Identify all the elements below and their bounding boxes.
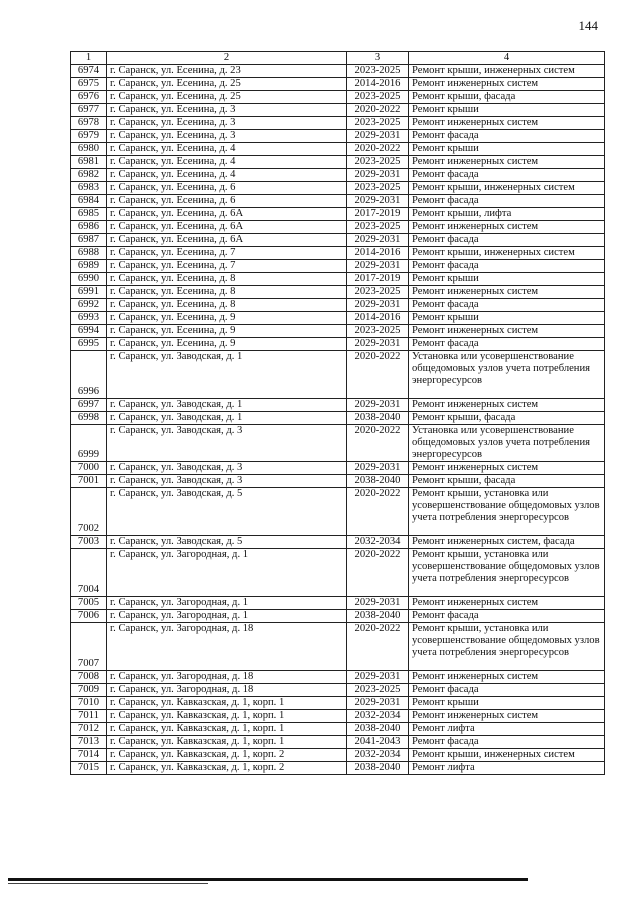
table-row: [71, 234, 605, 247]
row-number: 6991: [71, 286, 107, 299]
row-years: 2038-2040: [347, 412, 409, 425]
row-number: 7006: [71, 610, 107, 623]
row-number: 7009: [71, 684, 107, 697]
row-years: 2020-2022: [347, 425, 409, 462]
row-address: г. Саранск, ул. Заводская, д. 5: [107, 488, 347, 536]
row-years: 2038-2040: [347, 762, 409, 775]
row-number: 7013: [71, 736, 107, 749]
table-row: [71, 351, 605, 399]
row-address: г. Саранск, ул. Есенина, д. 4: [107, 143, 347, 156]
header-col-4: 4: [409, 52, 605, 65]
row-address: г. Саранск, ул. Есенина, д. 6А: [107, 208, 347, 221]
row-work: Ремонт фасада: [409, 299, 605, 312]
row-work: Ремонт крыши: [409, 273, 605, 286]
row-address: г. Саранск, ул. Есенина, д. 3: [107, 104, 347, 117]
row-address: г. Саранск, ул. Заводская, д. 3: [107, 462, 347, 475]
row-address: г. Саранск, ул. Загородная, д. 18: [107, 671, 347, 684]
page-number: 144: [578, 18, 598, 33]
row-years: 2014-2016: [347, 312, 409, 325]
table-row: [71, 762, 605, 775]
row-address: г. Саранск, ул. Есенина, д. 4: [107, 156, 347, 169]
row-years: 2029-2031: [347, 234, 409, 247]
table-row: [71, 623, 605, 671]
table-row: [71, 312, 605, 325]
table-row: [71, 488, 605, 536]
row-number: 6987: [71, 234, 107, 247]
row-work: Ремонт крыши, фасада: [409, 475, 605, 488]
row-number: 6993: [71, 312, 107, 325]
row-work: Ремонт инженерных систем: [409, 221, 605, 234]
row-years: 2020-2022: [347, 351, 409, 399]
row-number: 7005: [71, 597, 107, 610]
table-row: [71, 169, 605, 182]
row-number: 7004: [71, 549, 107, 597]
row-address: г. Саранск, ул. Есенина, д. 9: [107, 338, 347, 351]
table-row: [71, 412, 605, 425]
row-address: г. Саранск, ул. Есенина, д. 25: [107, 78, 347, 91]
row-address: г. Саранск, ул. Загородная, д. 1: [107, 610, 347, 623]
row-years: 2017-2019: [347, 273, 409, 286]
row-address: г. Саранск, ул. Заводская, д. 5: [107, 536, 347, 549]
row-years: 2023-2025: [347, 156, 409, 169]
row-years: 2023-2025: [347, 91, 409, 104]
row-years: 2023-2025: [347, 65, 409, 78]
row-number: 7003: [71, 536, 107, 549]
row-address: г. Саранск, ул. Заводская, д. 1: [107, 351, 347, 399]
row-work: Ремонт инженерных систем: [409, 117, 605, 130]
header-col-3: 3: [347, 52, 409, 65]
row-work: Ремонт крыши, инженерных систем: [409, 182, 605, 195]
row-work: Ремонт инженерных систем: [409, 399, 605, 412]
table-row: [71, 299, 605, 312]
row-address: г. Саранск, ул. Есенина, д. 7: [107, 260, 347, 273]
header-col-2: 2: [107, 52, 347, 65]
row-years: 2014-2016: [347, 247, 409, 260]
table-row: [71, 425, 605, 462]
row-number: 6977: [71, 104, 107, 117]
register-table-body: [71, 52, 605, 775]
header-col-1: 1: [71, 52, 107, 65]
row-address: г. Саранск, ул. Заводская, д. 1: [107, 399, 347, 412]
row-years: 2020-2022: [347, 623, 409, 671]
row-number: 6989: [71, 260, 107, 273]
row-number: 6983: [71, 182, 107, 195]
table-row: [71, 549, 605, 597]
row-years: 2032-2034: [347, 749, 409, 762]
row-years: 2038-2040: [347, 475, 409, 488]
row-address: г. Саранск, ул. Кавказская, д. 1, корп. 1: [107, 723, 347, 736]
row-number: 6974: [71, 65, 107, 78]
table-row: [71, 684, 605, 697]
row-years: 2020-2022: [347, 143, 409, 156]
row-years: 2032-2034: [347, 710, 409, 723]
row-years: 2029-2031: [347, 671, 409, 684]
table-row: [71, 610, 605, 623]
row-address: г. Саранск, ул. Есенина, д. 8: [107, 286, 347, 299]
row-number: 6981: [71, 156, 107, 169]
row-number: 7015: [71, 762, 107, 775]
row-number: 6975: [71, 78, 107, 91]
row-years: 2029-2031: [347, 399, 409, 412]
table-row: [71, 273, 605, 286]
row-number: 6997: [71, 399, 107, 412]
row-work: Ремонт крыши, инженерных систем: [409, 247, 605, 260]
row-address: г. Саранск, ул. Загородная, д. 1: [107, 597, 347, 610]
table-row: [71, 143, 605, 156]
row-address: г. Саранск, ул. Загородная, д. 18: [107, 623, 347, 671]
row-years: 2029-2031: [347, 597, 409, 610]
row-work: Ремонт инженерных систем, фасада: [409, 536, 605, 549]
row-years: 2017-2019: [347, 208, 409, 221]
row-work: Ремонт крыши: [409, 312, 605, 325]
row-years: 2029-2031: [347, 260, 409, 273]
row-work: Ремонт инженерных систем: [409, 462, 605, 475]
row-years: 2029-2031: [347, 195, 409, 208]
table-row: [71, 475, 605, 488]
row-work: Ремонт фасада: [409, 338, 605, 351]
row-years: 2029-2031: [347, 169, 409, 182]
row-address: г. Саранск, ул. Есенина, д. 6: [107, 195, 347, 208]
row-years: 2020-2022: [347, 488, 409, 536]
table-row: [71, 117, 605, 130]
row-address: г. Саранск, ул. Кавказская, д. 1, корп. 2: [107, 749, 347, 762]
row-address: г. Саранск, ул. Есенина, д. 8: [107, 299, 347, 312]
table-row: [71, 260, 605, 273]
row-work: Ремонт крыши, фасада: [409, 91, 605, 104]
table-row: [71, 91, 605, 104]
row-number: 7002: [71, 488, 107, 536]
row-address: г. Саранск, ул. Заводская, д. 3: [107, 425, 347, 462]
row-work: Установка или усовершенствование общедомовых узлов учета потребления энергоресурсов: [409, 351, 605, 399]
table-row: [71, 671, 605, 684]
row-address: г. Саранск, ул. Загородная, д. 1: [107, 549, 347, 597]
bottom-rule: [8, 878, 528, 881]
row-address: г. Саранск, ул. Есенина, д. 4: [107, 169, 347, 182]
table-row: [71, 536, 605, 549]
row-years: 2020-2022: [347, 549, 409, 597]
row-address: г. Саранск, ул. Есенина, д. 6: [107, 182, 347, 195]
table-row: [71, 65, 605, 78]
row-years: 2020-2022: [347, 104, 409, 117]
row-work: Ремонт инженерных систем: [409, 325, 605, 338]
row-number: 6995: [71, 338, 107, 351]
row-years: 2023-2025: [347, 221, 409, 234]
row-address: г. Саранск, ул. Есенина, д. 9: [107, 312, 347, 325]
row-years: 2029-2031: [347, 130, 409, 143]
row-number: 7000: [71, 462, 107, 475]
row-work: Ремонт лифта: [409, 723, 605, 736]
row-number: 6994: [71, 325, 107, 338]
row-number: 6985: [71, 208, 107, 221]
row-number: 6982: [71, 169, 107, 182]
row-work: Ремонт фасада: [409, 610, 605, 623]
table-row: [71, 723, 605, 736]
row-years: 2023-2025: [347, 182, 409, 195]
row-address: г. Саранск, ул. Есенина, д. 7: [107, 247, 347, 260]
row-work: Ремонт крыши, установка или усовершенствование общедомовых узлов учета потребления энергоресурсов: [409, 488, 605, 536]
row-number: 7010: [71, 697, 107, 710]
row-number: 6990: [71, 273, 107, 286]
row-work: Установка или усовершенствование общедомовых узлов учета потребления энергоресурсов: [409, 425, 605, 462]
row-work: Ремонт крыши: [409, 143, 605, 156]
row-address: г. Саранск, ул. Есенина, д. 25: [107, 91, 347, 104]
row-years: 2023-2025: [347, 286, 409, 299]
row-work: Ремонт фасада: [409, 195, 605, 208]
table-header-row: [71, 52, 605, 65]
row-work: Ремонт крыши, лифта: [409, 208, 605, 221]
row-work: Ремонт крыши: [409, 697, 605, 710]
row-work: Ремонт инженерных систем: [409, 710, 605, 723]
row-work: Ремонт фасада: [409, 260, 605, 273]
row-years: 2032-2034: [347, 536, 409, 549]
row-work: Ремонт инженерных систем: [409, 286, 605, 299]
table-row: [71, 325, 605, 338]
row-years: 2023-2025: [347, 117, 409, 130]
row-years: 2038-2040: [347, 610, 409, 623]
row-years: 2023-2025: [347, 684, 409, 697]
row-years: 2029-2031: [347, 697, 409, 710]
table-row: [71, 286, 605, 299]
row-work: Ремонт фасада: [409, 169, 605, 182]
row-work: Ремонт крыши, установка или усовершенствование общедомовых узлов учета потребления энергоресурсов: [409, 623, 605, 671]
table-row: [71, 710, 605, 723]
row-work: Ремонт фасада: [409, 130, 605, 143]
row-years: 2023-2025: [347, 325, 409, 338]
table-row: [71, 78, 605, 91]
row-number: 6984: [71, 195, 107, 208]
row-address: г. Саранск, ул. Есенина, д. 23: [107, 65, 347, 78]
table-row: [71, 697, 605, 710]
row-address: г. Саранск, ул. Есенина, д. 3: [107, 130, 347, 143]
table-row: [71, 749, 605, 762]
row-address: г. Саранск, ул. Есенина, д. 3: [107, 117, 347, 130]
row-number: 6988: [71, 247, 107, 260]
table-row: [71, 247, 605, 260]
row-number: 7007: [71, 623, 107, 671]
table-row: [71, 195, 605, 208]
row-number: 6986: [71, 221, 107, 234]
row-number: 6980: [71, 143, 107, 156]
row-address: г. Саранск, ул. Кавказская, д. 1, корп. 2: [107, 762, 347, 775]
row-work: Ремонт инженерных систем: [409, 156, 605, 169]
table-row: [71, 597, 605, 610]
row-address: г. Саранск, ул. Есенина, д. 9: [107, 325, 347, 338]
row-address: г. Саранск, ул. Кавказская, д. 1, корп. 1: [107, 697, 347, 710]
table-row: [71, 130, 605, 143]
row-years: 2029-2031: [347, 299, 409, 312]
row-address: г. Саранск, ул. Кавказская, д. 1, корп. 1: [107, 736, 347, 749]
row-number: 6992: [71, 299, 107, 312]
bottom-rule-thin: [8, 883, 208, 884]
table-row: [71, 208, 605, 221]
row-work: Ремонт лифта: [409, 762, 605, 775]
row-number: 6996: [71, 351, 107, 399]
row-work: Ремонт инженерных систем: [409, 78, 605, 91]
table-row: [71, 104, 605, 117]
row-work: Ремонт крыши, установка или усовершенствование общедомовых узлов учета потребления энергоресурсов: [409, 549, 605, 597]
row-address: г. Саранск, ул. Заводская, д. 3: [107, 475, 347, 488]
row-number: 7014: [71, 749, 107, 762]
row-number: 6999: [71, 425, 107, 462]
register-table: [70, 51, 605, 775]
row-number: 6998: [71, 412, 107, 425]
row-number: 7001: [71, 475, 107, 488]
row-number: 6979: [71, 130, 107, 143]
row-address: г. Саранск, ул. Кавказская, д. 1, корп. 1: [107, 710, 347, 723]
row-work: Ремонт инженерных систем: [409, 671, 605, 684]
row-work: Ремонт фасада: [409, 234, 605, 247]
row-years: 2038-2040: [347, 723, 409, 736]
row-number: 6978: [71, 117, 107, 130]
table-row: [71, 156, 605, 169]
row-work: Ремонт инженерных систем: [409, 597, 605, 610]
table-row: [71, 221, 605, 234]
row-work: Ремонт фасада: [409, 684, 605, 697]
row-address: г. Саранск, ул. Есенина, д. 6А: [107, 221, 347, 234]
row-address: г. Саранск, ул. Есенина, д. 8: [107, 273, 347, 286]
row-number: 7012: [71, 723, 107, 736]
row-work: Ремонт крыши, инженерных систем: [409, 65, 605, 78]
table-row: [71, 399, 605, 412]
row-address: г. Саранск, ул. Есенина, д. 6А: [107, 234, 347, 247]
row-number: 6976: [71, 91, 107, 104]
table-row: [71, 736, 605, 749]
row-years: 2029-2031: [347, 338, 409, 351]
table-row: [71, 338, 605, 351]
row-work: Ремонт крыши, фасада: [409, 412, 605, 425]
row-years: 2014-2016: [347, 78, 409, 91]
row-work: Ремонт крыши: [409, 104, 605, 117]
row-address: г. Саранск, ул. Загородная, д. 18: [107, 684, 347, 697]
row-years: 2041-2043: [347, 736, 409, 749]
table-row: [71, 182, 605, 195]
table-row: [71, 462, 605, 475]
row-work: Ремонт крыши, инженерных систем: [409, 749, 605, 762]
row-number: 7008: [71, 671, 107, 684]
row-number: 7011: [71, 710, 107, 723]
row-years: 2029-2031: [347, 462, 409, 475]
row-work: Ремонт фасада: [409, 736, 605, 749]
row-address: г. Саранск, ул. Заводская, д. 1: [107, 412, 347, 425]
